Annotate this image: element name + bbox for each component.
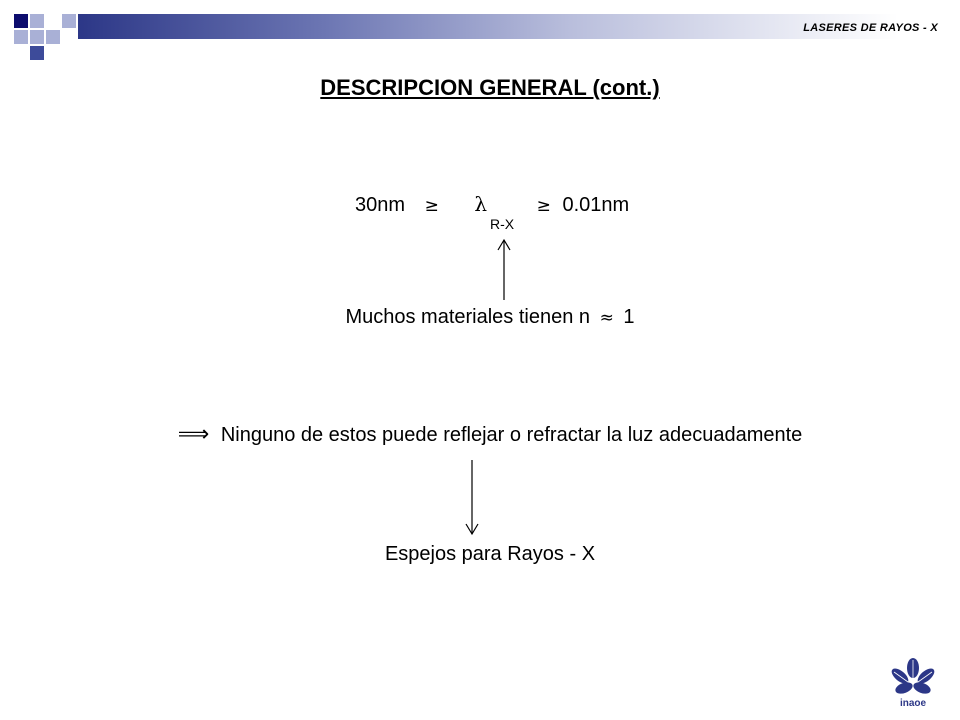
decor-square-1 <box>14 14 28 28</box>
decor-square-6 <box>46 30 60 44</box>
statement-3-text: Espejos para Rayos - X <box>384 543 596 565</box>
formula-relation-left: ≥ <box>424 196 439 216</box>
slide-title: DESCRIPCION GENERAL (cont.) <box>320 75 660 100</box>
statement-1-value: 1 <box>623 306 635 328</box>
formula-relation-right: ≥ <box>536 196 551 216</box>
decor-square-2 <box>30 14 44 28</box>
statement-1-text: Muchos materiales tienen n <box>345 306 591 328</box>
formula-left-value: 30nm <box>355 194 406 216</box>
implies-icon: ⟹ <box>177 422 210 447</box>
formula-right-value: 0.01nm <box>562 194 630 216</box>
lambda-symbol: λ <box>474 192 488 216</box>
down-arrow-icon <box>462 458 482 536</box>
statement-xray-mirrors <box>0 543 960 566</box>
course-title: LASERES DE RAYOS - X <box>803 22 938 34</box>
decor-square-4 <box>30 30 44 44</box>
logo-label: inaoe <box>899 698 927 708</box>
lambda-subscript: R-X <box>490 216 515 232</box>
inaoe-logo <box>884 656 942 708</box>
decor-square-3 <box>14 30 28 44</box>
decor-square-7 <box>62 14 76 28</box>
decor-square-5 <box>30 46 44 60</box>
up-arrow-icon <box>494 238 514 302</box>
wavelength-range <box>355 192 629 217</box>
statement-refractive-index <box>0 306 960 329</box>
statement-2-text: Ninguno de estos puede reflejar o refractar la luz adecuadamente <box>220 424 803 446</box>
header-gradient-bar <box>78 14 898 39</box>
statement-no-reflection <box>0 422 960 447</box>
approx-symbol: ≈ <box>599 308 614 328</box>
